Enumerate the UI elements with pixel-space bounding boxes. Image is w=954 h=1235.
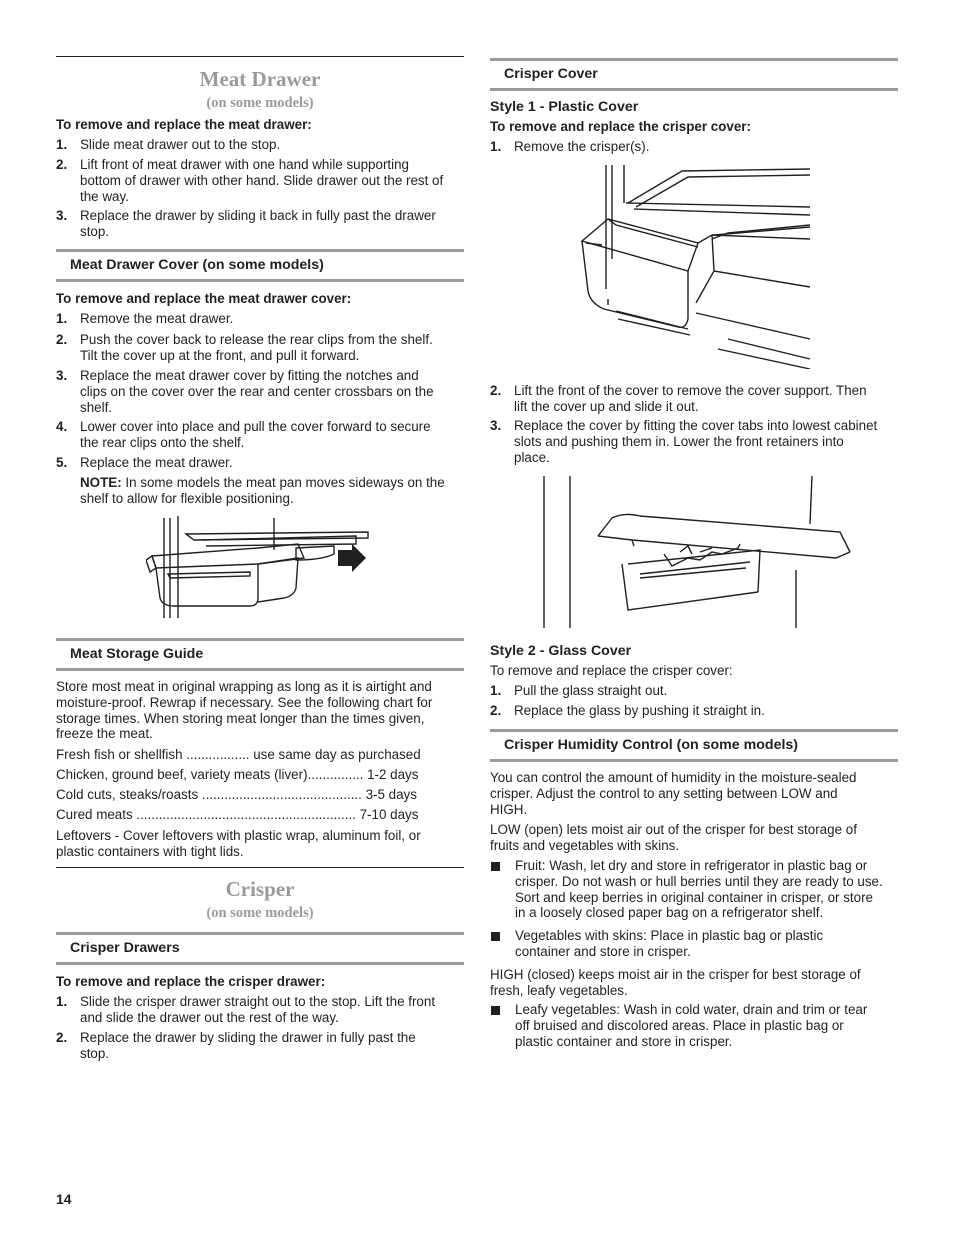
- style2-intro: To remove and replace the crisper cover:: [490, 663, 733, 678]
- step-text: [80, 368, 434, 415]
- step-number: 2.: [56, 1030, 68, 1045]
- step-number: 1.: [490, 139, 502, 154]
- meat-storage-intro: [56, 679, 464, 742]
- note: [80, 475, 464, 507]
- step-number: 3.: [490, 418, 502, 433]
- note-label: NOTE:: [80, 475, 122, 490]
- bullet-line: in a loosely closed paper bag on a refrigerator shelf.: [515, 905, 824, 921]
- step-line: lift the cover up and slide it out.: [514, 398, 699, 414]
- subsection-heading: Meat Drawer Cover (on some models): [70, 257, 324, 273]
- subsection-bar-meat-storage: [56, 638, 464, 671]
- paragraph-line: You can control the amount of humidity in the moisture-sealed: [490, 770, 857, 785]
- bullet-line: plastic container and store in crisper.: [515, 1033, 733, 1049]
- subsection-heading: Meat Storage Guide: [70, 646, 204, 662]
- storage-value: 3-5 days: [365, 787, 417, 802]
- note-text: In some models the meat pan moves sideways on the: [121, 475, 445, 490]
- subsection-heading: Crisper Drawers: [70, 940, 180, 956]
- step-text: [514, 418, 877, 465]
- leftovers-text: [56, 828, 464, 860]
- paragraph-line: Store most meat in original wrapping as long as it is airtight and: [56, 679, 432, 694]
- bullet-square-icon: [491, 862, 500, 871]
- step-line: Replace the drawer by sliding it back in fully past the drawer: [80, 208, 436, 223]
- step-line: Slide meat drawer out to the stop.: [80, 137, 281, 152]
- meat-drawer-cover-intro: To remove and replace the meat drawer cover:: [56, 291, 352, 306]
- bullet-line: Vegetables with skins: Place in plastic bag or plastic: [515, 928, 824, 943]
- paragraph-line: crisper. Adjust the control to any setting between LOW and: [490, 785, 838, 801]
- note-line: shelf to allow for flexible positioning.: [80, 490, 294, 506]
- step-text: [80, 332, 433, 364]
- storage-row: Fresh fish or shellfish ................. use same day as purchased: [56, 747, 421, 762]
- paragraph-line: freeze the meat.: [56, 726, 153, 742]
- step-line: Push the cover back to release the rear clips from the shelf.: [80, 332, 433, 347]
- step-line: Pull the glass straight out.: [514, 683, 668, 698]
- storage-row: Cured meats ........................................................... 7-10 days: [56, 807, 419, 822]
- step-number: 2.: [56, 332, 68, 347]
- step-number: 2.: [490, 383, 502, 398]
- crisper-removal-illustration: [578, 163, 814, 369]
- bullet-square-icon: [491, 1006, 500, 1015]
- bullet-line: crisper. Do not wash or hull berries until they are ready to use.: [515, 873, 883, 889]
- storage-row: Cold cuts, steaks/roasts ........................................... 3-5 days: [56, 787, 417, 802]
- step-text: [80, 419, 431, 451]
- style1-title: Style 1 - Plastic Cover: [490, 99, 639, 115]
- step-text: [514, 383, 867, 415]
- step-line: Replace the drawer by sliding the drawer in fully past the: [80, 1030, 416, 1045]
- paragraph-line: moisture-proof. Rewrap if necessary. See the following chart for: [56, 694, 433, 710]
- subsection-bar-crisper-drawers: [56, 932, 464, 965]
- step-line: stop.: [80, 223, 110, 239]
- step-text: [80, 157, 443, 204]
- step-line: Lower cover into place and pull the cover forward to secure: [80, 419, 431, 434]
- step-line: Replace the meat drawer.: [80, 455, 233, 470]
- step-line: Replace the glass by pushing it straight in.: [514, 703, 765, 718]
- step-line: stop.: [80, 1045, 110, 1061]
- top-rule-left: [56, 56, 464, 57]
- step-number: 2.: [490, 703, 502, 718]
- step-line: place.: [514, 449, 550, 465]
- step-number: 1.: [56, 137, 68, 152]
- crisper-drawers-intro: To remove and replace the crisper drawer:: [56, 974, 326, 989]
- subsection-heading: Crisper Cover: [504, 66, 598, 82]
- subsection-heading: Crisper Humidity Control (on some models): [504, 737, 799, 753]
- paragraph-line: HIGH.: [490, 801, 528, 817]
- step-number: 1.: [490, 683, 502, 698]
- storage-value: 7-10 days: [359, 807, 419, 822]
- bullet-line: off bruised and discolored areas. Place in plastic bag or: [515, 1017, 844, 1033]
- storage-label: Cured meats: [56, 807, 133, 822]
- bullet-item: [515, 928, 823, 960]
- paragraph-line: HIGH (closed) keeps moist air in the crisper for best storage of: [490, 967, 861, 982]
- step-line: Lift the front of the cover to remove the cover support. Then: [514, 383, 867, 398]
- storage-row: Chicken, ground beef, variety meats (liver)............... 1-2 days: [56, 767, 419, 782]
- step-number: 3.: [56, 368, 68, 383]
- subsection-bar-crisper-cover: [490, 58, 898, 91]
- bullet-line: Leafy vegetables: Wash in cold water, drain and trim or tear: [515, 1002, 868, 1017]
- section-title-crisper: Crisper: [225, 877, 295, 901]
- step-number: 1.: [56, 994, 68, 1009]
- step-number: 3.: [56, 208, 68, 223]
- page-number: 14: [56, 1191, 72, 1207]
- bullet-item: [515, 1002, 867, 1049]
- step-line: Replace the meat drawer cover by fitting the notches and: [80, 368, 419, 383]
- style1-intro: To remove and replace the crisper cover:: [490, 119, 751, 134]
- humidity-high-paragraph: [490, 967, 898, 999]
- paragraph-line: fresh, leafy vegetables.: [490, 982, 628, 998]
- step-line: Lift front of meat drawer with one hand while supporting: [80, 157, 409, 172]
- humidity-paragraph: [490, 770, 898, 817]
- step-line: Remove the meat drawer.: [80, 311, 234, 326]
- bullet-item: [515, 858, 883, 921]
- step-text: [80, 455, 233, 471]
- note-line: [80, 475, 464, 491]
- paragraph-line: plastic containers with tight lids.: [56, 843, 244, 859]
- step-line: bottom of drawer with other hand. Slide drawer out the rest of: [80, 172, 444, 188]
- step-text: [80, 208, 436, 240]
- storage-value: 1-2 days: [367, 767, 419, 782]
- step-line: shelf.: [80, 399, 113, 415]
- subsection-bar-meat-drawer-cover: [56, 249, 464, 282]
- bullet-line: Fruit: Wash, let dry and store in refrigerator in plastic bag or: [515, 858, 868, 873]
- subsection-bar-humidity-control: [490, 729, 898, 762]
- bullet-line: container and store in crisper.: [515, 943, 691, 959]
- bullet-line: Sort and keep berries in original container in crisper, or store: [515, 889, 874, 905]
- step-text: [514, 683, 667, 699]
- step-line: Slide the crisper drawer straight out to the stop. Lift the front: [80, 994, 436, 1009]
- section-rule-crisper: [56, 867, 464, 868]
- paragraph-line: fruits and vegetables with skins.: [490, 837, 680, 853]
- section-title-meat-drawer: Meat Drawer: [199, 67, 321, 91]
- step-line: clips on the cover over the rear and center crossbars on the: [80, 383, 434, 399]
- step-line: Tilt the cover up at the front, and pull it forward.: [80, 347, 360, 363]
- step-number: 1.: [56, 311, 68, 326]
- step-number: 4.: [56, 419, 68, 434]
- crisper-cover-support-illustration: [540, 474, 852, 630]
- step-line: slots and pushing them in. Lower the front retainers into: [514, 433, 844, 449]
- section-subtitle-meat-drawer: (on some models): [206, 95, 314, 111]
- bullet-square-icon: [491, 932, 500, 941]
- step-text: [80, 137, 280, 153]
- humidity-low-paragraph: [490, 822, 898, 854]
- step-line: and slide the drawer out the rest of the way.: [80, 1009, 339, 1025]
- storage-label: Cold cuts, steaks/roasts: [56, 787, 199, 802]
- storage-label: Chicken, ground beef, variety meats (liver): [56, 767, 308, 782]
- style2-title: Style 2 - Glass Cover: [490, 643, 632, 659]
- step-text: [80, 311, 233, 327]
- paragraph-line: Leftovers - Cover leftovers with plastic wrap, aluminum foil, or: [56, 828, 421, 843]
- storage-label: Fresh fish or shellfish: [56, 747, 183, 762]
- step-line: the way.: [80, 188, 129, 204]
- step-text: [80, 1030, 416, 1062]
- storage-value: use same day as purchased: [253, 747, 421, 762]
- paragraph-line: storage times. When storing meat longer than the times given,: [56, 710, 425, 726]
- step-line: the rear clips onto the shelf.: [80, 434, 245, 450]
- step-line: Replace the cover by fitting the cover tabs into lowest cabinet: [514, 418, 878, 433]
- step-text: [514, 139, 649, 155]
- meat-drawer-intro: To remove and replace the meat drawer:: [56, 117, 312, 132]
- step-text: [80, 994, 435, 1026]
- step-text: [514, 703, 765, 719]
- step-number: 5.: [56, 455, 68, 470]
- step-number: 2.: [56, 157, 68, 172]
- paragraph-line: LOW (open) lets moist air out of the crisper for best storage of: [490, 822, 857, 837]
- meat-drawer-illustration: [146, 514, 372, 622]
- step-line: Remove the crisper(s).: [514, 139, 650, 154]
- section-subtitle-crisper: (on some models): [206, 905, 314, 921]
